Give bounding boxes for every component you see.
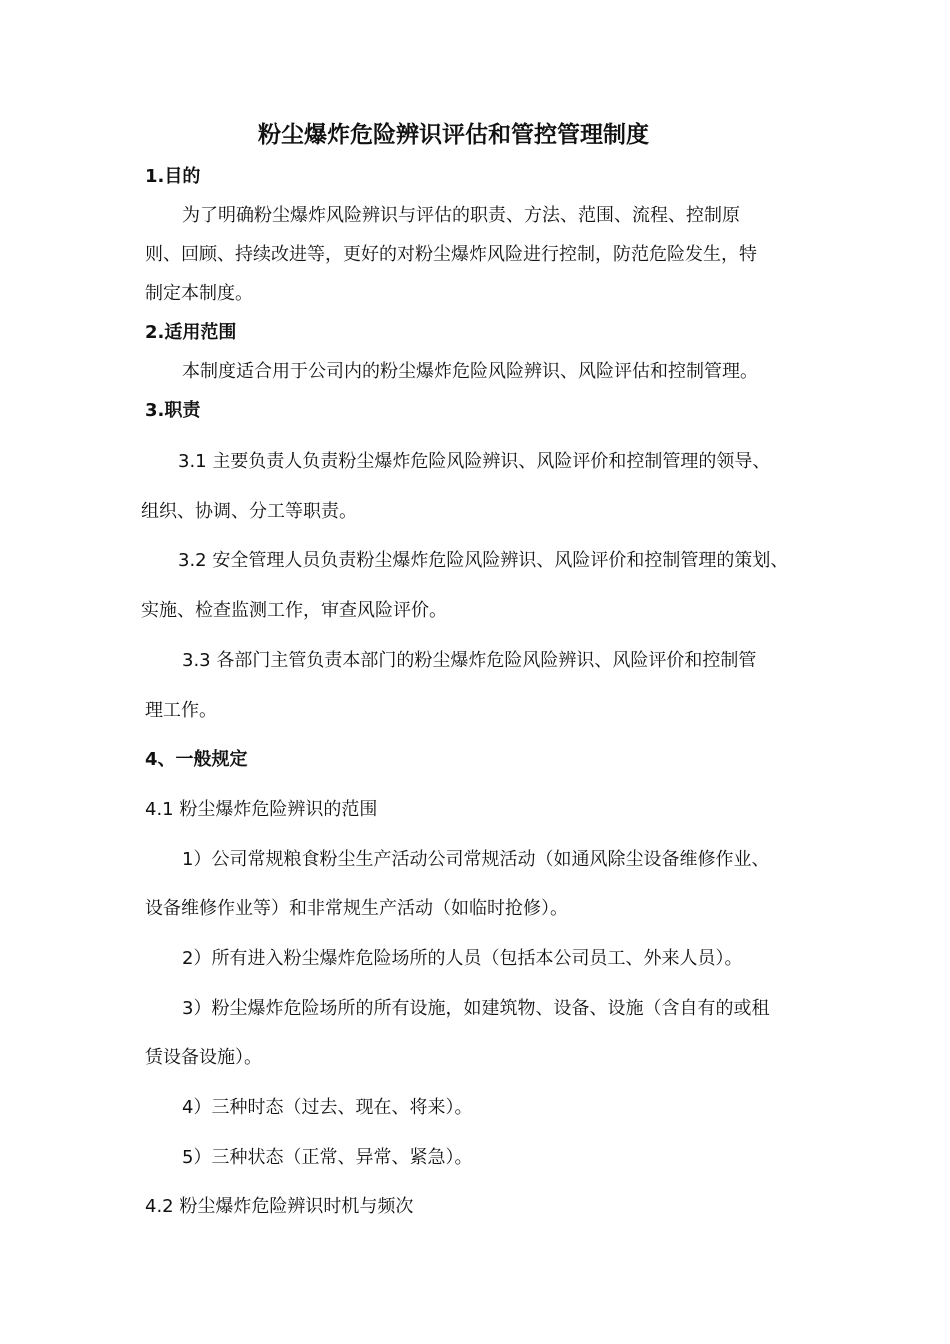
paragraph-line: 3.2 安全管理人员负责粉尘爆炸危险风险辨识、风险评价和控制管理的策划、 [178,550,789,571]
list-item: 设备维修作业等）和非常规生产活动（如临时抢修）。 [145,898,568,919]
paragraph-line: 为了明确粉尘爆炸风险辨识与评估的职责、方法、范围、流程、控制原 [182,205,740,226]
paragraph-line: 组织、协调、分工等职责。 [141,501,357,522]
list-item: 1）公司常规粮食粉尘生产活动公司常规活动（如通风除尘设备维修作业、 [182,849,770,870]
paragraph-line: 本制度适合用于公司内的粉尘爆炸危险风险辨识、风险评估和控制管理。 [182,361,758,382]
paragraph-line: 理工作。 [145,700,217,721]
paragraph-line: 制定本制度。 [145,283,253,304]
paragraph-line: 3.1 主要负责人负责粉尘爆炸危险风险辨识、风险评价和控制管理的领导、 [178,451,771,472]
list-item: 5）三种状态（正常、异常、紧急）。 [182,1147,473,1168]
section-3-heading: 3.职责 [145,400,201,421]
paragraph-line: 则、回顾、持续改进等，更好的对粉尘爆炸风险进行控制，防范危险发生，特 [145,244,757,265]
section-2-heading: 2.适用范围 [145,322,237,343]
list-item: 4）三种时态（过去、现在、将来）。 [182,1097,473,1118]
document-title: 粉尘爆炸危险辨识评估和管控管理制度 [258,122,649,148]
paragraph-line: 3.3 各部门主管负责本部门的粉尘爆炸危险风险辨识、风险评价和控制管 [182,650,757,671]
list-item: 3）粉尘爆炸危险场所的所有设施，如建筑物、设备、设施（含自有的或租 [182,998,770,1019]
subsection-heading: 4.2 粉尘爆炸危险辨识时机与频次 [145,1196,414,1217]
section-4-heading: 4、一般规定 [145,749,248,770]
list-item: 2）所有进入粉尘爆炸危险场所的人员（包括本公司员工、外来人员）。 [182,948,743,969]
section-1-heading: 1.目的 [145,166,201,187]
subsection-heading: 4.1 粉尘爆炸危险辨识的范围 [145,799,378,820]
paragraph-line: 实施、检查监测工作，审查风险评价。 [141,600,447,621]
list-item: 赁设备设施）。 [145,1047,262,1068]
